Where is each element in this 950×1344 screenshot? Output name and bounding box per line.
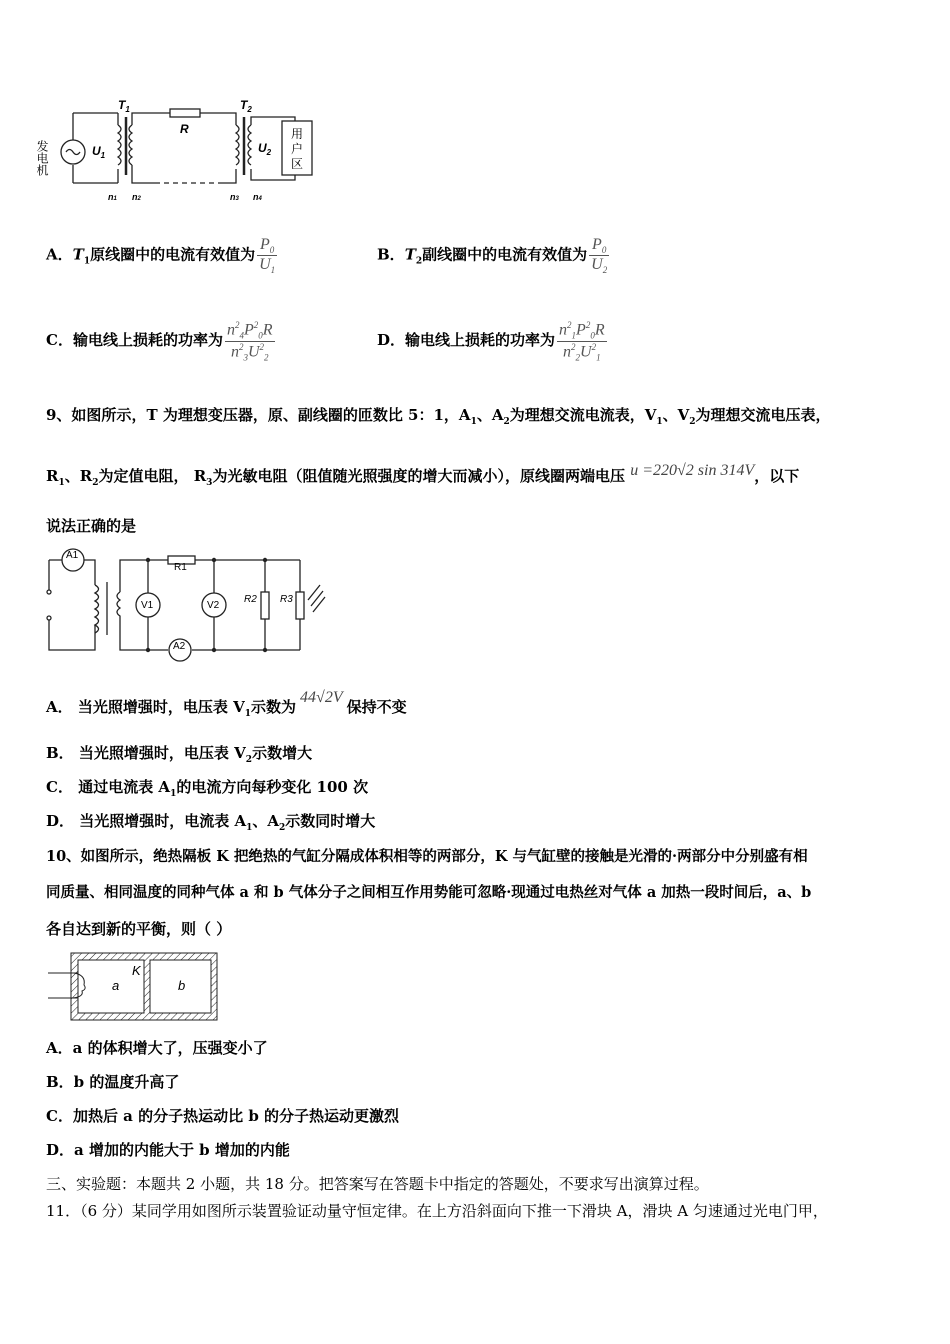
svg-text:K: K — [132, 963, 141, 978]
svg-text:户: 户 — [291, 142, 304, 156]
svg-text:n2: n2 — [132, 192, 141, 202]
q9-option-d[interactable]: D． 当光照增强时，电流表 $A_1$、$A_2$示数同时增大 — [46, 812, 376, 833]
formula: $\frac{n^2_4P^2_0R}{n^2_3U^2_2}$ — [226, 320, 273, 363]
q9-stem-line1: 9、如图所示，T 为理想变压器，原、副线圈的匝数比 5：1，$A_1$、$A_2$为理想交流电流表，$V_1$、$V_2$为理想交流电压表， — [46, 406, 831, 427]
q10-option-c[interactable]: C．加热后 a 的分子热运动比 b 的分子热运动更激烈 — [46, 1107, 400, 1125]
ammeter-a1-label: A1 — [66, 550, 79, 561]
svg-text:n1: n1 — [108, 192, 117, 202]
generator-label: 发电机 — [35, 140, 49, 176]
svg-text:T2: $T_2$ — [240, 98, 252, 114]
q8-option-b[interactable]: B．$T_2$副线圈中的电流有效值为 $\frac{P_0}{U_2}$ — [377, 236, 608, 276]
svg-text:U1: $U_1$ — [92, 144, 106, 160]
svg-text:b: b — [178, 978, 186, 993]
voltmeter-v2-label: V2 — [207, 600, 220, 611]
q10-stem-line3: 各自达到新的平衡，则（ ） — [46, 920, 232, 938]
power-transmission-diagram — [35, 95, 340, 210]
svg-text:U2: $U_2$ — [258, 141, 272, 157]
q11-stem: 11．（6 分）某同学用如图所示装置验证动量守恒定律。在上方沿斜面向下推一下滑块 A，滑块 A 匀速通过光电门甲， — [46, 1202, 828, 1220]
svg-text:a: a — [112, 978, 120, 993]
q10-stem-line2: 同质量、相同温度的同种气体 a 和 b 气体分子之间相互作用势能可忽略·现通过电热丝对气体 a 加热一段时间后，a、b — [46, 884, 812, 901]
resistor-label: R — [180, 122, 189, 136]
voltmeter-v1-label: V1 — [141, 600, 154, 611]
q9-stem-line2: $R_1$、$R_2$为定值电阻， $R_3$为光敏电阻（阻值随光照强度的增大而减小），原线圈两端电压 u =220√2 sin 314V，以下 — [46, 462, 800, 488]
formula: $\frac{P_0}{U_2}$ — [591, 236, 608, 276]
resistor-r1-label: R1 — [174, 562, 187, 573]
q10-option-d[interactable]: D．a 增加的内能大于 b 增加的内能 — [46, 1141, 290, 1159]
svg-text:区: 区 — [291, 157, 304, 171]
q8-option-c[interactable]: C．输电线上损耗的功率为 $\frac{n^2_4P^2_0R}{n^2_3U^2_2}$ — [46, 320, 273, 363]
voltage-formula: u =220√2 sin 314V — [630, 462, 755, 479]
q10-option-a[interactable]: A．a 的体积增大了，压强变小了 — [46, 1039, 268, 1057]
q9-option-b[interactable]: B． 当光照增强时，电压表 $V_2$示数增大 — [46, 744, 313, 765]
formula: $\frac{n^2_1P^2_0R}{n^2_2U^2_1}$ — [559, 320, 605, 363]
q8-option-d[interactable]: D．输电线上损耗的功率为 $\frac{n^2_1P^2_0R}{n^2_2U^2_1}$ — [377, 320, 605, 363]
svg-text:T1: $T_1$ — [118, 98, 130, 114]
q9-option-a[interactable]: A． 当光照增强时，电压表 $V_1$示数为44√2V保持不变 — [46, 689, 407, 719]
q9-stem-line3: 说法正确的是 — [46, 517, 137, 535]
q8-option-a[interactable]: A．$T_1$原线圈中的电流有效值为 $\frac{P_0}{U_1}$ — [46, 236, 276, 276]
transformer-circuit-diagram — [40, 540, 340, 670]
section-heading: 三、实验题：本题共 2 小题，共 18 分。把答案写在答题卡中指定的答题处，不要求写出演算过程。 — [46, 1175, 709, 1193]
svg-text:n4: n4 — [253, 192, 262, 202]
resistor-r3-label: R3 — [280, 594, 293, 605]
svg-text:n3: n3 — [230, 192, 239, 202]
ammeter-a2-label: A2 — [173, 641, 186, 652]
q9-option-c[interactable]: C． 通过电流表 $A_1$的电流方向每秒变化 100 次 — [46, 778, 369, 799]
resistor-r2-label: R2 — [244, 594, 257, 605]
q10-option-b[interactable]: B．b 的温度升高了 — [46, 1073, 180, 1091]
cylinder-diagram — [40, 945, 240, 1030]
formula: $\frac{P_0}{U_1}$ — [259, 236, 276, 276]
svg-text:用: 用 — [291, 127, 304, 141]
q10-stem-line1: 10、如图所示，绝热隔板 K 把绝热的气缸分隔成体积相等的两部分，K 与气缸壁的接触是光滑的·两部分中分别盛有相 — [46, 848, 808, 865]
